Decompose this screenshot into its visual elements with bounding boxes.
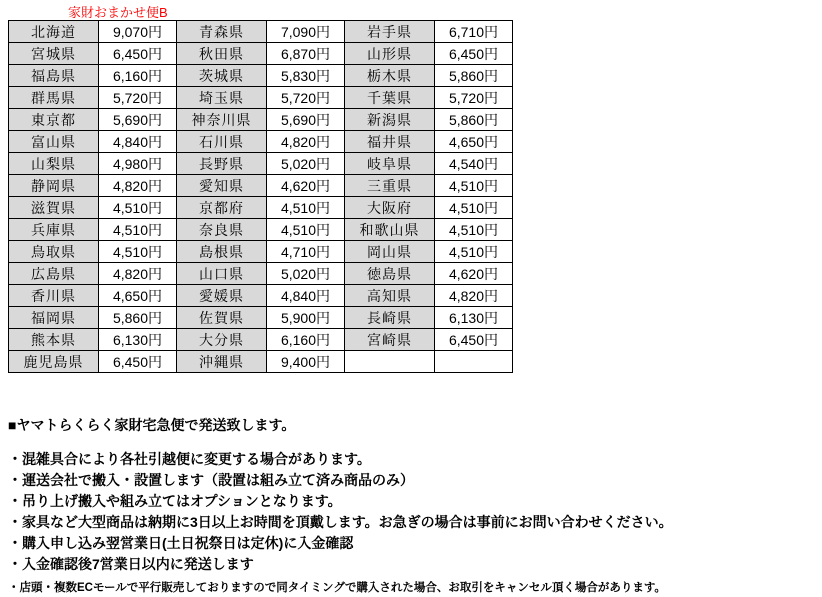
- price-cell: 4,840円: [99, 131, 177, 153]
- prefecture-cell: 岡山県: [345, 241, 435, 263]
- prefecture-cell: 愛媛県: [177, 285, 267, 307]
- prefecture-cell: 青森県: [177, 21, 267, 43]
- price-cell: 5,830円: [267, 65, 345, 87]
- prefecture-cell: 長野県: [177, 153, 267, 175]
- price-cell: 5,690円: [99, 109, 177, 131]
- note-item: ・家具など大型商品は納期に3日以上お時間を頂戴します。お急ぎの場合は事前にお問い合わせください。: [8, 514, 673, 530]
- price-cell: 6,160円: [99, 65, 177, 87]
- prefecture-cell: 奈良県: [177, 219, 267, 241]
- prefecture-cell: 東京都: [9, 109, 99, 131]
- price-cell: 6,450円: [99, 351, 177, 373]
- prefecture-cell: 大分県: [177, 329, 267, 351]
- note-item: ・混雑具合により各社引越便に変更する場合があります。: [8, 451, 371, 467]
- prefecture-cell: 長崎県: [345, 307, 435, 329]
- price-cell: 4,840円: [267, 285, 345, 307]
- prefecture-cell: 熊本県: [9, 329, 99, 351]
- prefecture-cell: 岐阜県: [345, 153, 435, 175]
- price-cell: 4,540円: [435, 153, 513, 175]
- price-cell: 5,720円: [267, 87, 345, 109]
- prefecture-cell: 佐賀県: [177, 307, 267, 329]
- table-row: [9, 131, 513, 153]
- price-cell: 5,020円: [267, 263, 345, 285]
- table-row: [9, 43, 513, 65]
- table-row: [9, 21, 513, 43]
- prefecture-cell: 福島県: [9, 65, 99, 87]
- note-item: ・購入申し込み翌営業日(土日祝祭日は定休)に入金確認: [8, 535, 354, 551]
- price-cell: 4,620円: [435, 263, 513, 285]
- prefecture-cell: 北海道: [9, 21, 99, 43]
- prefecture-cell: 千葉県: [345, 87, 435, 109]
- price-cell: 4,510円: [435, 241, 513, 263]
- price-cell: 4,510円: [435, 219, 513, 241]
- prefecture-cell: 静岡県: [9, 175, 99, 197]
- table-row: [9, 241, 513, 263]
- prefecture-cell: 高知県: [345, 285, 435, 307]
- price-cell: 4,650円: [99, 285, 177, 307]
- prefecture-cell: 宮崎県: [345, 329, 435, 351]
- note-item: ・店頭・複数ECモールで平行販売しておりますので同タイミングで購入された場合、お取引をキャンセル頂く場合があります。: [8, 582, 666, 594]
- price-cell: 7,090円: [267, 21, 345, 43]
- table-row: [9, 197, 513, 219]
- table-row: [9, 175, 513, 197]
- prefecture-cell: 徳島県: [345, 263, 435, 285]
- prefecture-cell: 栃木県: [345, 65, 435, 87]
- table-row: [9, 329, 513, 351]
- prefecture-cell: 群馬県: [9, 87, 99, 109]
- table-row: [9, 153, 513, 175]
- note-item: ・運送会社で搬入・設置します（設置は組み立て済み商品のみ）: [8, 472, 414, 488]
- prefecture-cell: 鳥取県: [9, 241, 99, 263]
- price-cell: 4,650円: [435, 131, 513, 153]
- table-row: [9, 219, 513, 241]
- price-cell: 5,690円: [267, 109, 345, 131]
- table-row: [9, 307, 513, 329]
- price-cell: 5,860円: [435, 65, 513, 87]
- price-cell: 4,820円: [267, 131, 345, 153]
- prefecture-cell: 石川県: [177, 131, 267, 153]
- table-row: [9, 109, 513, 131]
- price-cell: 4,620円: [267, 175, 345, 197]
- price-cell: 6,450円: [435, 329, 513, 351]
- notes-section: [8, 415, 808, 597]
- table-row: [9, 351, 513, 373]
- price-cell: 4,510円: [99, 219, 177, 241]
- empty-cell: [435, 351, 513, 373]
- prefecture-cell: 福井県: [345, 131, 435, 153]
- price-cell: 6,870円: [267, 43, 345, 65]
- price-cell: 4,820円: [99, 175, 177, 197]
- price-cell: 5,720円: [435, 87, 513, 109]
- note-item: ・吊り上げ搬入や組み立てはオプションとなります。: [8, 493, 342, 509]
- prefecture-cell: 鹿児島県: [9, 351, 99, 373]
- table-row: [9, 263, 513, 285]
- prefecture-cell: 香川県: [9, 285, 99, 307]
- price-cell: 4,510円: [267, 197, 345, 219]
- price-cell: 5,860円: [99, 307, 177, 329]
- table-row: [9, 65, 513, 87]
- price-cell: 4,980円: [99, 153, 177, 175]
- price-cell: 4,510円: [435, 197, 513, 219]
- price-cell: 4,510円: [267, 219, 345, 241]
- prefecture-cell: 埼玉県: [177, 87, 267, 109]
- price-cell: 4,510円: [99, 197, 177, 219]
- price-cell: 4,510円: [435, 175, 513, 197]
- price-cell: 6,710円: [435, 21, 513, 43]
- prefecture-cell: 沖縄県: [177, 351, 267, 373]
- prefecture-cell: 岩手県: [345, 21, 435, 43]
- prefecture-cell: 富山県: [9, 131, 99, 153]
- prefecture-cell: 福岡県: [9, 307, 99, 329]
- prefecture-cell: 兵庫県: [9, 219, 99, 241]
- notes-heading: ■ヤマトらくらく家財宅急便で発送致します。: [8, 417, 296, 433]
- prefecture-cell: 山形県: [345, 43, 435, 65]
- price-cell: 5,900円: [267, 307, 345, 329]
- page-title: 家財おまかせ便B: [68, 5, 168, 20]
- price-cell: 4,710円: [267, 241, 345, 263]
- price-cell: 9,400円: [267, 351, 345, 373]
- prefecture-cell: 神奈川県: [177, 109, 267, 131]
- table-row: [9, 285, 513, 307]
- price-cell: 6,130円: [435, 307, 513, 329]
- prefecture-cell: 和歌山県: [345, 219, 435, 241]
- notes-list: [8, 449, 808, 597]
- price-cell: 6,450円: [435, 43, 513, 65]
- prefecture-cell: 秋田県: [177, 43, 267, 65]
- price-cell: 4,510円: [99, 241, 177, 263]
- prefecture-cell: 茨城県: [177, 65, 267, 87]
- price-cell: 6,450円: [99, 43, 177, 65]
- prefecture-cell: 島根県: [177, 241, 267, 263]
- price-cell: 5,020円: [267, 153, 345, 175]
- prefecture-cell: 愛知県: [177, 175, 267, 197]
- price-cell: 5,720円: [99, 87, 177, 109]
- table-row: [9, 87, 513, 109]
- price-cell: 9,070円: [99, 21, 177, 43]
- prefecture-cell: 滋賀県: [9, 197, 99, 219]
- shipping-fee-table: [8, 20, 513, 373]
- prefecture-cell: 山梨県: [9, 153, 99, 175]
- prefecture-cell: 広島県: [9, 263, 99, 285]
- prefecture-cell: 京都府: [177, 197, 267, 219]
- price-cell: 5,860円: [435, 109, 513, 131]
- empty-cell: [345, 351, 435, 373]
- price-cell: 4,820円: [99, 263, 177, 285]
- prefecture-cell: 新潟県: [345, 109, 435, 131]
- prefecture-cell: 三重県: [345, 175, 435, 197]
- price-cell: 4,820円: [435, 285, 513, 307]
- prefecture-cell: 大阪府: [345, 197, 435, 219]
- price-cell: 6,130円: [99, 329, 177, 351]
- price-cell: 6,160円: [267, 329, 345, 351]
- note-item: ・入金確認後7営業日以内に発送します: [8, 556, 254, 572]
- prefecture-cell: 山口県: [177, 263, 267, 285]
- fee-table-body: [9, 21, 513, 373]
- prefecture-cell: 宮城県: [9, 43, 99, 65]
